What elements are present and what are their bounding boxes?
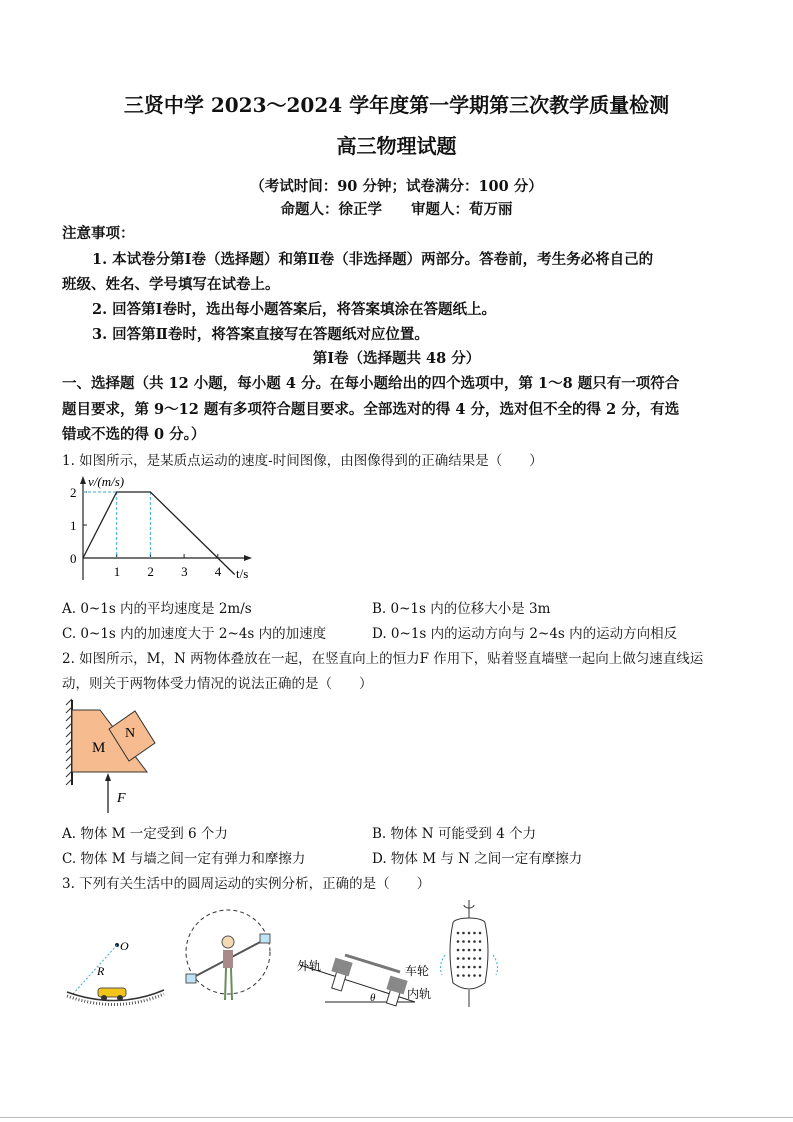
exam-authors: 命题人：徐正学 审题人：荀万丽 xyxy=(280,201,513,218)
drum-hole xyxy=(479,949,482,952)
drum-hole xyxy=(457,974,460,977)
mn-block-figure xyxy=(62,695,172,820)
drum-hole xyxy=(457,940,460,943)
drum-hole xyxy=(473,966,476,969)
section-title: 第Ⅰ卷（选择题共 48 分） xyxy=(312,350,481,367)
vt-graph xyxy=(62,470,262,585)
q1-option-d[interactable]: D. 0~1s 内的运动方向与 2~4s 内的运动方向相反 xyxy=(372,626,678,642)
drum-hole xyxy=(479,974,482,977)
wheel-label: 车轮 xyxy=(405,964,430,978)
y-axis-label: v/(m/s) xyxy=(88,474,125,489)
drum-hole xyxy=(468,966,471,969)
note-item: 3. 回答第Ⅱ卷时，将答案直接写在答题纸对应位置。 xyxy=(92,326,429,343)
y-tick-label: 2 xyxy=(70,485,77,500)
drum-hole xyxy=(457,949,460,952)
y-tick-label: 0 xyxy=(70,551,77,566)
x-tick-label: 2 xyxy=(147,564,154,579)
q1-option-c[interactable]: C. 0~1s 内的加速度大于 2~4s 内的加速度 xyxy=(62,626,327,642)
velocity-line xyxy=(83,492,235,575)
note-item: 2. 回答第Ⅰ卷时，选出每小题答案后，将答案填涂在答题纸上。 xyxy=(92,301,496,318)
drum-hole xyxy=(462,932,465,935)
drum-hole xyxy=(473,974,476,977)
drum-hole xyxy=(462,940,465,943)
x-axis-label: t/s xyxy=(236,566,249,581)
section-instructions: 一、选择题（共 12 小题，每小题 4 分。在每小题给出的四个选项中，第 1～8 题只有一项符合 xyxy=(62,375,680,392)
drum-hole xyxy=(468,949,471,952)
q1-option-b[interactable]: B. 0~1s 内的位移大小是 3m xyxy=(372,601,551,617)
question-3-stem: 3. 下列有关生活中的圆周运动的实例分析，正确的是（ ） xyxy=(62,876,431,892)
drum-hole xyxy=(457,966,460,969)
page-bottom-border xyxy=(0,1117,793,1118)
drum-hole xyxy=(468,974,471,977)
y-tick-label: 1 xyxy=(70,518,77,533)
question-2-stem: 2. 如图所示，M，N 两物体叠放在一起，在竖直向上的恒力F 作用下，贴着竖直墙壁一起向上做匀速直线运 xyxy=(62,651,704,667)
q2-option-a[interactable]: A. 物体 M 一定受到 6 个力 xyxy=(62,826,228,842)
q2-option-b[interactable]: B. 物体 N 可能受到 4 个力 xyxy=(372,826,537,842)
q2-option-d[interactable]: D. 物体 M 与 N 之间一定有摩擦力 xyxy=(372,851,583,867)
note-item: 班级、姓名、学号填写在试卷上。 xyxy=(62,276,280,293)
girl xyxy=(222,936,234,948)
x-tick-label: 3 xyxy=(181,564,188,579)
section-instructions: 错或不选的得 0 分。） xyxy=(62,426,206,443)
q2-option-c[interactable]: C. 物体 M 与墙之间一定有弹力和摩擦力 xyxy=(62,851,306,867)
drum-hole xyxy=(473,940,476,943)
note-item: 1. 本试卷分第Ⅰ卷（选择题）和第Ⅱ卷（非选择题）两部分。答卷前，考生务必将自己的 xyxy=(92,251,654,268)
exam-title: 三贤中学 2023～2024 学年度第一学期第三次教学质量检测 xyxy=(123,93,670,117)
x-tick-label: 4 xyxy=(214,564,222,579)
theta-label: θ xyxy=(370,992,376,1004)
exam-subtitle: 高三物理试题 xyxy=(336,134,457,158)
outer-rail-label: 外轨 xyxy=(297,959,322,973)
label-f: F xyxy=(117,791,126,806)
label-o: O xyxy=(120,939,129,953)
drum-hole xyxy=(462,949,465,952)
drum-hole xyxy=(462,957,465,960)
drum-hole xyxy=(479,957,482,960)
drum-hole xyxy=(468,940,471,943)
drum-hole xyxy=(479,966,482,969)
q1-option-a[interactable]: A. 0~1s 内的平均速度是 2m/s xyxy=(62,601,252,617)
drum-hole xyxy=(468,932,471,935)
drum-hole xyxy=(479,940,482,943)
drum-hole xyxy=(473,949,476,952)
inner-rail-label: 内轨 xyxy=(407,987,432,1001)
notes-heading: 注意事项： xyxy=(62,225,135,242)
drum-hole xyxy=(462,966,465,969)
drum-hole xyxy=(473,957,476,960)
girl-spinning-bucket-figure xyxy=(180,900,280,1010)
drum-hole xyxy=(457,957,460,960)
question-2-stem: 动，则关于两物体受力情况的说法正确的是（ ） xyxy=(62,676,373,692)
x-tick-label: 1 xyxy=(113,564,121,579)
drum-hole xyxy=(457,932,460,935)
car-on-arch-figure xyxy=(62,930,172,1005)
drum-hole xyxy=(462,974,465,977)
label-m: M xyxy=(92,740,106,756)
exam-info: （考试时间：90 分钟；试卷满分：100 分） xyxy=(250,178,543,195)
drum-hole xyxy=(468,957,471,960)
x-axis xyxy=(83,555,252,561)
drum-hole xyxy=(479,932,482,935)
washing-drum-figure xyxy=(350,895,500,1010)
drum-hole xyxy=(473,932,476,935)
label-r: R xyxy=(97,964,105,978)
label-n: N xyxy=(125,726,136,741)
question-1-stem: 1. 如图所示，是某质点运动的速度-时间图像，由图像得到的正确结果是（ ） xyxy=(62,453,543,469)
section-instructions: 题目要求，第 9～12 题有多项符合题目要求。全部选对的得 4 分，选对但不全的得 2 分，有选 xyxy=(62,401,680,418)
